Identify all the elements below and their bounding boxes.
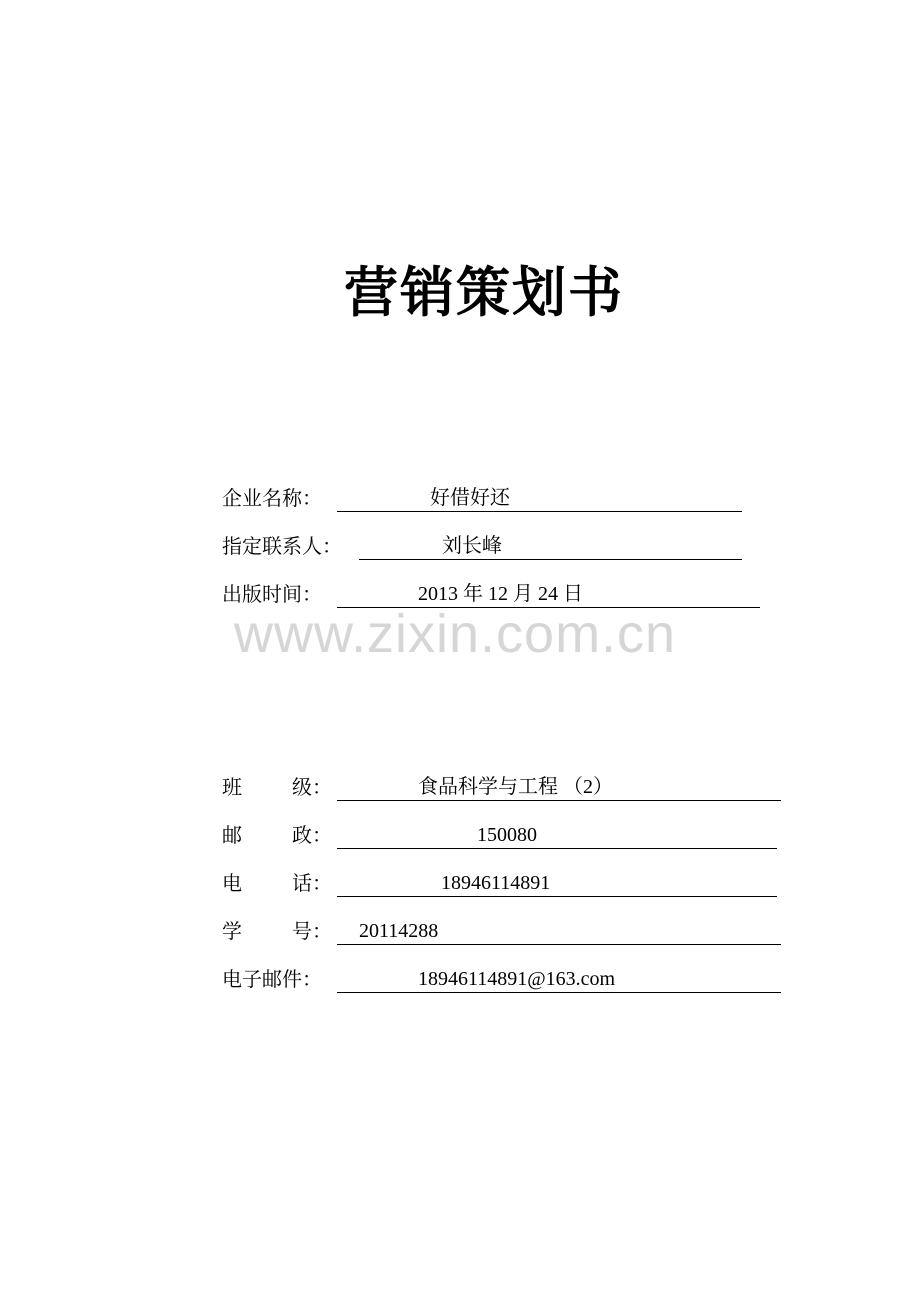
contact-underline [359, 531, 742, 560]
publish-label: 出版时间： [222, 582, 322, 606]
phone-value: 18946114891 [441, 872, 551, 894]
postal-underline [337, 820, 777, 849]
class-row [222, 772, 782, 802]
phone-label-first: 电 [222, 871, 242, 895]
email-value: 18946114891@163.com [418, 968, 616, 990]
email-label: 电子邮件： [222, 967, 322, 991]
student-id-value: 20114288 [359, 920, 439, 942]
contact-value: 刘长峰 [442, 535, 502, 557]
postal-row [222, 820, 782, 850]
phone-underline [337, 868, 777, 897]
watermark-text: www.zixin.com.cn [234, 604, 677, 664]
student-id-label-first: 学 [222, 919, 242, 943]
phone-label-second: 话： [292, 871, 332, 895]
student-id-label-second: 号： [292, 919, 332, 943]
postal-label-first: 邮 [222, 823, 242, 847]
publish-value: 2013 年 12 月 24 日 [418, 583, 583, 605]
postal-label-second: 政： [292, 823, 332, 847]
class-label-first: 班 [222, 775, 242, 799]
company-value: 好借好还 [430, 487, 510, 509]
phone-row [222, 868, 782, 898]
student-id-row [222, 916, 782, 946]
company-row [222, 483, 762, 513]
contact-label: 指定联系人： [222, 534, 342, 558]
contact-row [222, 531, 762, 561]
email-row [222, 964, 782, 994]
company-label: 企业名称： [222, 486, 322, 510]
class-value: 食品科学与工程 （2） [418, 776, 613, 798]
page-title: 营销策划书 [344, 261, 624, 324]
postal-value: 150080 [477, 824, 537, 846]
class-label-second: 级： [292, 775, 332, 799]
company-underline [337, 483, 742, 512]
